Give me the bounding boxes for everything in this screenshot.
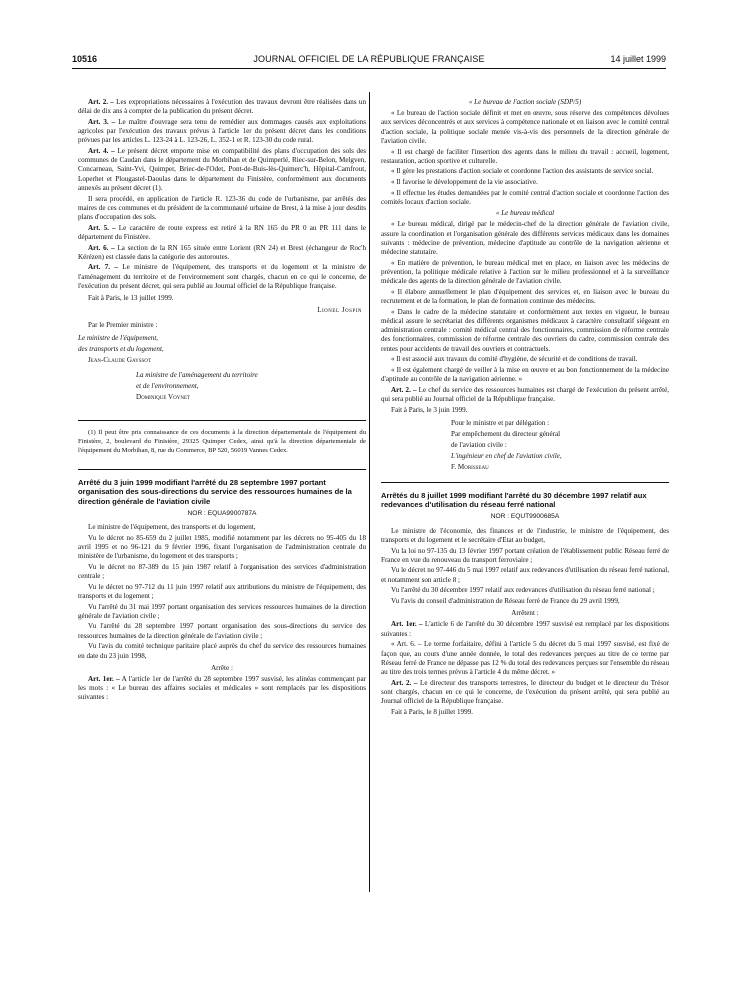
left-column (78, 98, 366, 704)
signatory-pm: Lionel Jospin (317, 306, 362, 315)
by-pm-line: Par le Premier ministre : (88, 321, 158, 330)
decree-para: Le ministre de l'économie, des finances et de l'industrie, le ministre de l'équipement, des transports et du logement et le secrétaire d'Etat au budget, (381, 526, 669, 544)
page-number: 10516 (72, 54, 98, 64)
footnote-rule (78, 420, 366, 421)
article-5: Art. 5. – Le caractère de route express est retiré à la RN 165 du PR 0 au PR 111 dans le département du Finistère. (78, 223, 366, 241)
right-column (381, 98, 669, 719)
signature-block-aviation (381, 419, 669, 472)
article-6: Art. 6. – La section de la RN 165 située entre Lorient (RN 24) et Brest (échangeur de Roc'h Kérézen) est classée dans la catégorie des autoroutes. (78, 243, 366, 261)
minister-env-line-1: La ministre de l'aménagement du territoire (136, 371, 258, 380)
decree-article-6-text: « Art. 6. – Le terme forfaitaire, défini à l'article 5 du décret du 5 mai 1997 susvisé, est fixé de façon que, au cours d'une année donnée, le total des redevances perçues au titre de ce terme par Réseau ferré de France ne dépasse pas 12 % du total des redevances perçues sur l'ensemble du réseau au titre des trois termes prévus à l'article 4 du même décret. » (381, 640, 669, 676)
article-7: Art. 7. – Le ministre de l'équipement, des transports et du logement et la ministre de l'aménagement du territoire et de l'environnement sont chargés, chacun en ce qui le concerne, de l'exécution du présent décret, qui sera publié au Journal officiel de la République française. (78, 263, 366, 290)
medical-para: « En matière de prévention, le bureau médical met en place, en liaison avec les médecins de prévention, la politique médicale relative à l'action sur le milieu professionnel et à la surveillance médicale des agents de la direction générale de l'aviation civile. (381, 258, 669, 286)
nor-reference: NOR : EQUT9900685A (490, 513, 560, 521)
done-at-decree3: Fait à Paris, le 8 juillet 1999. (391, 707, 473, 716)
arrete-heading: Arrête : (211, 663, 233, 672)
section-rule (381, 482, 669, 483)
decree-para: Le ministre de l'équipement, des transports et du logement, (88, 522, 256, 531)
article-4: Art. 4. – Le présent décret emporte mise en compatibilité des plans d'occupation des sols des communes de Caudan dans le département du Morbihan et de Quimperlé, Riec-sur-Belon, Melgven, Concarneau, Saint-Yvi, Quimper, Briec-de-l'Odet, Pont-de-Buis-lès-Quimerc'h, Hôpital-Camfrout, Loperhet et Plougastel-Daoulas dans le département du Finistère, conformément aux documents annexés au présent décret (1). (78, 147, 366, 192)
medical-para: « Dans le cadre de la médecine statutaire et conformément aux textes en vigueur, le bureau médical assure le secrétariat des différents organismes médicaux à caractère consultatif siégeant en administration centrale : comité médical central des fonctionnaires, commission de réforme centrale des fonctionnaires, commission de réforme centrale des ouvriers du cadre, commission centrale des rentes pour accidents de travail des ouvriers et contractuels. (381, 307, 669, 353)
sig-line: L'ingénieur en chef de l'aviation civile, (451, 451, 562, 460)
signature-block-equipment (78, 321, 366, 365)
sig-line: de l'aviation civile : (451, 440, 507, 449)
sig-line: Par empêchement du directeur général (451, 429, 561, 438)
decree-para: Vu l'avis du comité technique paritaire placé auprès du chef du service des ressources humaines en date du 23 juin 1998, (78, 642, 366, 660)
medical-para: « Il est associé aux travaux du comité d'hygiène, de sécurité et de conditions de travail. (391, 355, 638, 364)
minister-env-line-2: et de l'environnement, (136, 382, 199, 390)
done-at: Fait à Paris, le 13 juillet 1999. (88, 294, 174, 303)
section-rule (78, 469, 366, 470)
decree-title: Arrêté du 3 juin 1999 modifiant l'arrêté du 28 septembre 1997 portant organisation des sous-directions du service des ressources humaines de la direction générale de l'aviation civile (78, 478, 352, 506)
decree-para: Vu le décret no 87-389 du 15 juin 1987 relatif à l'organisation des services d'administration centrale ; (78, 562, 366, 580)
minister-line-1: Le ministre de l'équipement, (78, 333, 159, 342)
decree-para: Vu la loi no 97-135 du 13 février 1997 portant création de l'établissement public Réseau ferré de France en vue du renouveau du transport ferroviaire ; (381, 546, 669, 564)
arretent-heading: Arrêtent : (511, 609, 539, 618)
footnote: (1) Il peut être pris connaissance de ces documents à la direction départementale de l'équipement du Finistère, 2, boulevard du Finistère, 29325 Quimper Cedex, ainsi qu'à la direction départementale de l'équipement du Morbihan, 8, rue du Commerce, BP 520, 56019 Vannes Cedex. (78, 429, 366, 454)
decree-para: Vu l'arrêté du 28 septembre 1997 portant organisation des sous-directions du service des ressources humaines de la direction générale de l'aviation civile ; (78, 622, 366, 640)
done-at-right: Fait à Paris, le 3 juin 1999. (391, 405, 468, 414)
medical-para: « Le bureau médical, dirigé par le médecin-chef de la direction générale de l'aviation civile, assure la coordination et l'organisation générale des différents services médicaux dans les domaines suivants : médecine de prévention, médecine d'aptitude au contrôle de la navigation aérienne et médecine statutaire. (381, 220, 669, 257)
sig-name: F. Morisseau (451, 462, 489, 471)
medical-para: « Il élabore annuellement le plan d'équipement des services et, en liaison avec le bureau du recrutement et de la formation, le plan de formation continue des médecins. (381, 287, 669, 306)
signature-block-environment (78, 371, 366, 402)
minister-line-2: des transports et du logement, (78, 344, 164, 353)
sig-line: Pour le ministre et par délégation : (451, 419, 550, 427)
page-header (72, 54, 666, 68)
article-4-para-2: Il sera procédé, en application de l'article R. 123-36 du code de l'urbanisme, par arrêtés des maires de ces communes et du président de la communauté urbaine de Brest, à la mise à jour desdits plans d'occupation des sols. (78, 194, 366, 221)
minister-env-name: Dominique Voynet (136, 392, 191, 401)
decree-para: Vu l'arrêté du 30 décembre 1997 relatif aux redevances d'utilisation du réseau ferré national ; (391, 586, 655, 595)
journal-title: JOURNAL OFFICIEL DE LA RÉPUBLIQUE FRANÇAISE (253, 54, 485, 64)
article-2-right: Art. 2. – Le chef du service des ressources humaines est chargé de l'exécution du présent arrêté, qui sera publié au Journal officiel de la République française. (381, 385, 669, 404)
nor-reference: NOR : EQUA9900787A (187, 509, 257, 517)
section-heading-social: « Le bureau de l'action sociale (SDP/5) (468, 98, 582, 106)
medical-para: « Il est également chargé de veiller à la mise en œuvre et au bon fonctionnement de la médecine d'aptitude au contrôle de la navigation aérienne. » (381, 365, 669, 384)
article-2: Art. 2. – Les expropriations nécessaires à l'exécution des travaux devront être réalisées dans un délai de dix ans à compter de la publication du présent décret. (78, 98, 366, 116)
decree-para: Vu l'arrêté du 31 mai 1997 portant organisation des services ressources humaines de la direction générale de l'aviation civile ; (78, 602, 366, 620)
decree-para: Vu le décret no 85-659 du 2 juillet 1985, modifié notamment par les décrets no 95-405 du 18 avril 1995 et no 96-121 du 9 février 1996, fixant l'organisation de l'administration centrale du ministère de l'urbanisme, du logement et des transports ; (78, 533, 366, 561)
social-para: « Il effectue les études demandées par le comité central d'action sociale et coordonne l'action des comités locaux d'action sociale. (381, 188, 669, 207)
decree-article-2: Art. 2. – Le directeur des transports terrestres, le directeur du budget et le directeur du Trésor sont chargés, chacun en ce qui le concerne, de l'exécution du présent arrêté, qui sera publié au Journal officiel de la République française. (381, 678, 669, 706)
header-rule (72, 68, 666, 69)
minister-name: Jean-Claude Gayssot (88, 355, 151, 364)
decree-article-1: Art. 1er. – A l'article 1er de l'arrêté du 28 septembre 1997 susvisé, les alinéas commençant par les mots : « Le bureau des affaires sociales et médicales » sont remplacés par les dispositions suivantes : (78, 674, 366, 702)
decree-article-1: Art. 1er. – L'article 6 de l'arrêté du 30 décembre 1997 susvisé est remplacé par les dispositions suivantes : (381, 620, 669, 638)
social-para: « Il favorise le développement de la vie associative. (391, 178, 538, 187)
social-para: « Il gère les prestations d'action sociale et coordonne l'action des assistants de service social. (391, 167, 654, 176)
issue-date: 14 juillet 1999 (610, 54, 666, 64)
decree-para: Vu le décret no 97-446 du 5 mai 1997 relatif aux redevances d'utilisation du réseau ferré national, et notamment son article 8 ; (381, 566, 669, 584)
decree-para: Vu l'avis du conseil d'administration de Réseau ferré de France du 29 avril 1999, (391, 597, 620, 606)
social-para: « Le bureau de l'action sociale définit et met en œuvre, sous réserve des compétences dévolues aux services déconcentrés et aux services à compétence nationale et en liaison avec le comité central d'action sociale, la politique sociale menée vis-à-vis des personnels de la direction générale de l'aviation civile. (381, 109, 669, 145)
social-para: « Il est chargé de faciliter l'insertion des agents dans le milieu du travail : accueil, logement, restauration, action sportive et culturelle. (381, 147, 669, 165)
decree-title: Arrêtés du 8 juillet 1999 modifiant l'arrêté du 30 décembre 1997 relatif aux redevances d'utilisation du réseau ferré national (381, 491, 647, 510)
column-divider (369, 92, 370, 892)
decree-para: Vu le décret no 97-712 du 11 juin 1997 relatif aux attributions du ministre de l'équipement, des transports et du logement ; (78, 582, 366, 600)
article-3: Art. 3. – Le maître d'ouvrage sera tenu de remédier aux dommages causés aux exploitations agricoles par l'exécution des travaux prévus à l'article 1er du présent décret dans les conditions prévues par les articles L. 123-24 à L. 123-26, L. 352-1 et R. 123-30 du code rural. (78, 117, 366, 145)
section-heading-medical: « Le bureau médical (495, 209, 555, 218)
